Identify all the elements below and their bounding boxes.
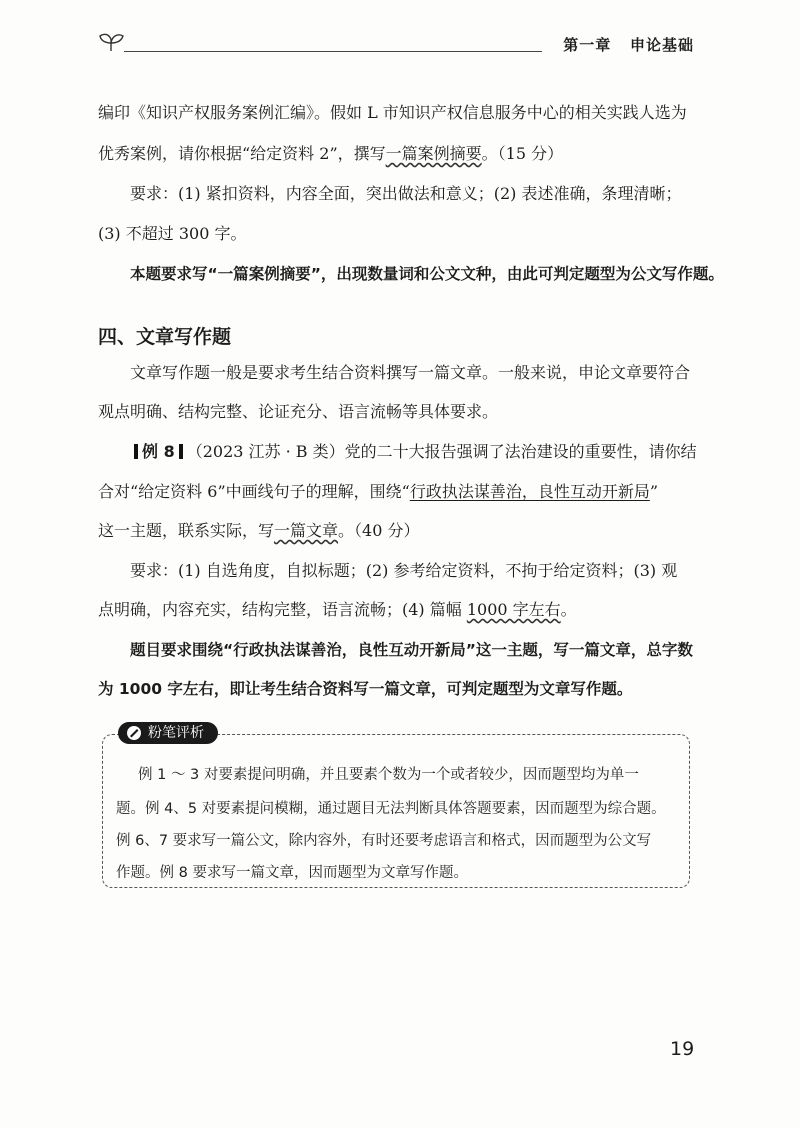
example-label: 例 8 (142, 442, 175, 461)
header-rule (124, 51, 542, 52)
text-span: 这一主题，联系实际，写 (98, 521, 275, 540)
text-line: (3) 不超过 300 字。 (98, 224, 247, 243)
text-span: 。（40 分） (338, 521, 420, 540)
text-span: 合对“给定资料 6”中画线句子的理解，围绕“ (98, 482, 410, 501)
text-span: 。 (560, 600, 577, 619)
sprout-icon (96, 30, 126, 52)
text-span: 优秀案例，请你根据“给定资料 2”，撰写 (98, 144, 386, 163)
comment-line: 题。例 4、5 对要素提问模糊，通过题目无法判断具体答题要素，因而题型为综合题。 (116, 801, 666, 817)
comment-line: 例 1 ～ 3 对要素提问明确，并且要素个数为一个或者较少，因而题型均为单一 (138, 767, 639, 783)
wavy-underlined-text: 一篇文章 (274, 521, 339, 540)
text-line (98, 482, 658, 502)
underlined-text: 行政执法谋善治，良性互动开新局 (409, 482, 650, 501)
example-marker (130, 442, 187, 462)
text-span: ” (649, 482, 659, 501)
chapter-label: 第一章 (563, 36, 612, 54)
comment-tag (118, 722, 218, 744)
chapter-title: 申论基础 (629, 36, 694, 54)
comment-line: 作题。例 8 要求写一篇文章，因而题型为文章写作题。 (116, 865, 468, 881)
chalk-icon (126, 725, 142, 741)
analysis-text: 为 1000 字左右，即让考生结合资料写一篇文章，可判定题型为文章写作题。 (98, 680, 633, 698)
text-span: 点明确，内容充实，结构完整，语言流畅；(4) 篇幅 (98, 600, 467, 619)
example-line (130, 442, 697, 462)
text-line: 要求：(1) 紧扣资料，内容全面，突出做法和意义；(2) 表述准确，条理清晰； (130, 184, 682, 203)
section-heading: 四、文章写作题 (98, 326, 232, 348)
page-number: 19 (670, 1038, 695, 1060)
text-span: （2023 江苏 · B 类）党的二十大报告强调了法治建设的重要性，请你结 (186, 442, 697, 461)
wavy-underlined-text: 1000 字左右 (466, 600, 561, 619)
text-line: 文章写作题一般是要求考生结合资料撰写一篇文章。一般来说，申论文章要符合 (130, 363, 691, 382)
text-line: 观点明确、结构完整、论证充分、语言流畅等具体要求。 (98, 402, 499, 421)
running-header (563, 34, 694, 55)
analysis-text: 本题要求写“一篇案例摘要”，出现数量词和公文文种，由此可判定题型为公文写作题。 (130, 265, 724, 283)
comment-line: 例 6、7 要求写一篇公文，除内容外，有时还要考虑语言和格式，因而题型为公文写 (116, 833, 652, 849)
text-line: 编印《知识产权服务案例汇编》。假如 L 市知识产权信息服务中心的相关实践人选为 (98, 103, 687, 122)
text-line: 要求：(1) 自选角度，自拟标题；(2) 参考给定资料，不拘于给定资料；(3) 观 (130, 561, 678, 580)
analysis-text: 题目要求围绕“行政执法谋善治，良性互动开新局”这一主题，写一篇文章，总字数 (130, 641, 693, 659)
text-line (98, 600, 577, 620)
text-line (98, 144, 563, 164)
text-span: 。（15 分） (481, 144, 564, 163)
text-line (98, 521, 419, 541)
comment-tag-label: 粉笔评析 (148, 725, 204, 741)
wavy-underlined-text: 一篇案例摘要 (385, 144, 482, 163)
